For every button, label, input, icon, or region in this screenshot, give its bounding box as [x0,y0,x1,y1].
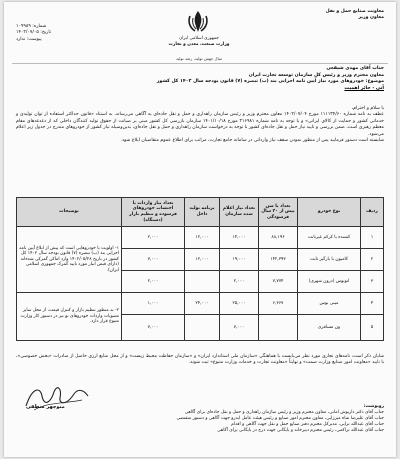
header-divider [12,63,388,64]
greeting: با سلام و احترام، [351,106,384,111]
copy-line: جناب آقای علیرضا شاه میرزایی، معاون محترم امور صنایع و رئیس هیئت عامل ایدرو جهت آگاهی و دستور متقتضی [176,416,384,421]
cell-row-no: ۳ [361,271,384,293]
address-block [24,66,384,92]
cell-note-2: ۲- به منظور تنظیم بازار و کنترل قیمت، از محل سایر مصوبات واردات خودروهای نو نیز در دستور کار وزارت متبوع قرار دارد. [17,293,122,341]
letter-meta [16,24,96,43]
org-line2: معاون وزیر [358,15,384,21]
cell-requested: ۱۴,۰۰۰ [220,227,259,249]
col-domestic: برنامه تولید داخل [185,198,220,227]
cell-row-no: ۵ [361,315,384,341]
letter-attachment: پیوست: ندارد [16,36,42,42]
col-vehicle-type: نوع خودرو [298,198,361,227]
cell-import-need: ۲,۰۰۰ [122,227,185,249]
cell-old-count [259,315,298,341]
ministry-name: وزارت صنعت، معدن و تجارت [168,42,230,47]
cell-old-count: ۶,۳۶۷ [259,293,298,315]
cell-import-need: ۱,۰۰۰ [122,293,185,315]
recipient-title: معاون محترم وزیر و رئیس کل سازمان توسعه تجارت ایران [248,72,384,78]
col-import-need: تعداد نیاز واردات با احتساب خودروهای فرسوده و تنظیم بازار (دستگاه) [122,198,185,227]
recipient-name: جناب آقای مهدی شیفعی [326,66,384,71]
cell-vehicle-type: کشنده با کرکم غیرثابت [298,227,361,249]
year-slogan: سال جهش تولید، رشد تولید [175,56,223,61]
emblem-caption: جمهوری اسلامی ایران [179,36,219,41]
cell-requested: ۲۵,۰۰۰ [220,293,259,315]
cell-requested: ۲,۰۰۰ [220,271,259,293]
cell-import-need: ۷,۰۰۰ [122,249,185,271]
copy-line: جناب آقای عبدالله ترابی، مدیرکل محترم دفتر صنایع حمل و نقل جهت آگاهی و اقدام [231,422,384,427]
copies-block [24,404,384,434]
col-row-no: ردیف [361,198,384,227]
cell-old-count: ۷,۷۷۴ [259,271,298,293]
cell-domestic: ۱۲,۰۰۰ [185,249,220,271]
body-paragraph-3: شایان ذکر است، نامه‌های تجاری مورد نظر می‌بایست با هماهنگی «سازمان ملی استاندارد ایران» و «سازمان حفاظت محیط زیست» و از محل منابع ارزی حاصل از صادرات «بخش خصوصی»، با تایید «معاونت امور صنایع وزارت صمت» و نهایتاً «معاونت تجارت و خدمات وزارت متبوع» ثبت شوند. [16,354,384,366]
letter-subject: موضوع: خودروهای مورد نیاز آیین نامه اجرایی بند (ب) تبصره (۷) قانون بودجه سال ۱۴۰۲ کل کشور [156,79,384,85]
letter-page [4,2,396,457]
cell-domestic [185,315,220,341]
cell-requested: ۱۹,۰۰۰ [220,249,259,271]
copy-line: جناب آقای دکتر داریوش امانی، معاون محترم وزیر و رئیس سازمان راهداری و حمل و نقل جاده‌ای برای آگاهی [184,410,384,415]
cell-domestic: ۱۲,۰۰۰ [185,227,220,249]
letter-body [16,106,384,144]
iran-emblem-icon [184,8,212,36]
priority-note: آنی - حائز اهمیت [344,85,384,91]
body-paragraph-1: عطف به نامه شماره ۱۱۱۱۳۴/۶۰ مورخ ۱۴۰۲/۰۷/۰۴ معاون محترم وزیر و رئیس سازمان راهداری و حمل و نقل جاده‌ای به آگاهی می‌رساند، به استناد «قانون حداکثر استفاده از توان تولیدی و خدماتی کشور و حمایت از کالای ایرانی» و با توجه به نامه شماره ۲۱۶۹۸۱ مورخ ۱۴۰۱/۱۰/۱۸ سازمان بازرسی کل کشور مبنی بر صیانت از حقوق تولید کنندگان داخلی که از دغدغه‌های مقام معظم رهبری است، ضمن بررسی و تایید نیاز حمل و نقل جاده‌ای کشور با توجه به درخواست سازمان راهداری و حمل و نقل جاده‌ای، بدین‌وسیله نیاز کشور از خودروهای مندرج در جدول زیر اعلام می‌شود. [16,112,384,137]
signatory-name: منوچهر منطقی [26,404,65,410]
letter-date: تاریخ: ۱۴۰۲/۰۷/۰۵ [16,30,51,36]
cell-row-no: ۱ [361,227,384,249]
cell-vehicle-type: مینی بوس [298,293,361,315]
cell-domestic [185,271,220,293]
cell-requested: ۷,۰۰۰ [220,315,259,341]
copies-heading: رونوشت: [363,404,384,409]
org-line1: معاونت صنایع حمل و نقل [325,9,384,14]
org-header [254,9,384,22]
body-paragraph-2: شایسته است دستور فرمایید پس از منظور نمودن سقف نیاز وارداتی در سامانه جامع تجارت، مراتب برای اطلاع عموم متقاضیان ابلاغ شود. [120,138,384,144]
cell-row-no: ۲ [361,249,384,271]
copy-line: جناب آقای عبدالله تراکمی، رئیس محترم دبیرخانه و بایگانی جهت درج در بایگانی برای آگاهی [217,428,384,433]
cell-note-1: ۱- اولویت با خودروهایی است که پیش از ابلاغ آیین نامه اجرایی بند (ب) تبصره (۷) قانون بودجه سال ۱۴۰۲ کل کشور در تاریخ ۱۴۰۲/۰۵/۲۸ وارد اماکن گمرکی شده‌اند (دارای قبض انبار مورد تایید گمرک جمهوری اسلامی ایران). [17,227,122,293]
cell-vehicle-type: کامیون با بارگیر ثابت [298,249,361,271]
cell-row-no: ۴ [361,293,384,315]
cell-domestic: ۲۴,۰۰۰ [185,293,220,315]
col-notes: توضیحات [17,198,122,227]
letter-number: شماره: ۱۰۹۹۸۹ [16,24,47,29]
table-row [17,293,384,315]
cell-import-need: ۷,۰۰۰ [122,315,185,341]
table-header-row [17,198,384,227]
col-old-count: تعداد با سن بیش از ۲۰ سال فرسودگی [259,198,298,227]
ministry-block [154,36,244,48]
cell-old-count: ۱۴۲,۳۹۳ [259,249,298,271]
cell-vehicle-type: اتوبوس (درون شهری) [298,271,361,293]
vehicle-needs-table [16,197,384,341]
cell-import-need: ۲,۰۰۰ [122,271,185,293]
col-requested: تعداد نیاز اعلام شده سازمان [220,198,259,227]
cell-vehicle-type: ون مسافری [298,315,361,341]
cell-old-count: ۸۸,۱۹۶ [259,227,298,249]
table-row [17,227,384,249]
